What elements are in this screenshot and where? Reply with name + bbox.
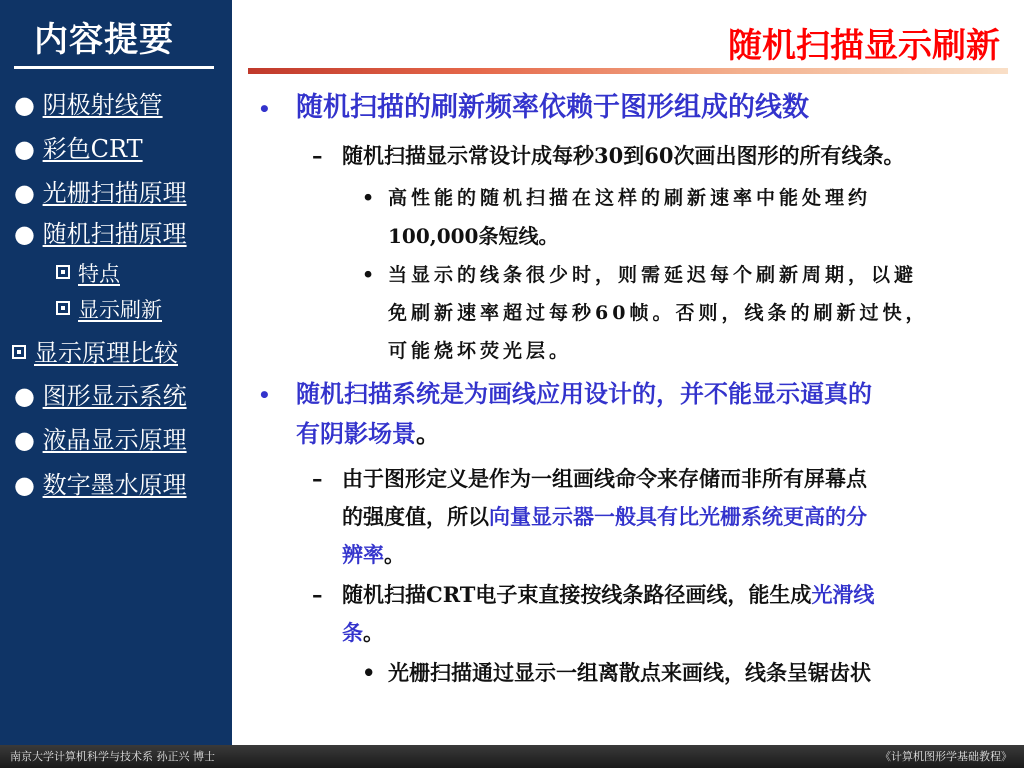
nav-subitem-features[interactable] (56, 258, 120, 288)
sidebar-title: 内容提要 (34, 20, 174, 60)
slide-title: 随机扫描显示刷新 (728, 26, 1000, 66)
bullet-text: 随机扫描显示常设计成每秒30到60次画出图形的所有线条。 (342, 143, 905, 168)
dash-bullet-icon: – (312, 466, 323, 491)
bullet-dot-icon: ● (14, 220, 35, 248)
bullet-text: 100,000条短线。 (388, 224, 559, 248)
bullet-text: 高性能的随机扫描在这样的刷新速率中能处理约 (388, 187, 872, 209)
nav-item-crt[interactable] (14, 85, 163, 120)
blue-text: 向量显示器一般具有比光栅系统更高的分 (489, 504, 867, 529)
nav-item-graphics-system[interactable] (14, 376, 187, 411)
bullet-dot-icon: • (258, 97, 271, 121)
bullet-dot-icon: • (258, 383, 271, 407)
footer-bar (0, 745, 1024, 768)
nav-item-lcd[interactable] (14, 420, 187, 455)
blue-text: 辨率 (342, 542, 384, 567)
bullet-text: 光栅扫描通过显示一组离散点来画线，线条呈锯齿状 (388, 660, 871, 685)
nav-item-random-scan[interactable] (14, 214, 187, 249)
bullet-dot-icon: ● (14, 179, 35, 207)
nav-item-label: 彩色CRT (42, 135, 143, 163)
plain-text: 的强度值，所以 (342, 504, 489, 529)
bullet-dot-icon: ● (14, 471, 35, 499)
nav-item-label: 图形显示系统 (42, 382, 187, 410)
square-bullet-icon (12, 345, 26, 359)
dash-bullet-icon: – (312, 582, 323, 607)
bullet-level1 (258, 88, 271, 129)
bullet-text: 可能烧坏荧光层。 (388, 340, 573, 362)
nav-item-label: 光栅扫描原理 (42, 179, 187, 207)
bullet-text: 随机扫描的刷新频率依赖于图形组成的线数 (296, 92, 809, 123)
bullet-dot-icon: • (362, 264, 379, 286)
bullet-text: 由于图形定义是作为一组画线命令来存储而非所有屏幕点 (342, 466, 867, 491)
nav-item-label: 显示原理比较 (34, 339, 178, 367)
bullet-dot-icon: ● (14, 426, 35, 454)
bullet-text-line (296, 414, 440, 454)
nav-item-label: 随机扫描原理 (42, 220, 187, 248)
nav-subitem-display-refresh[interactable] (56, 294, 162, 324)
nav-item-label: 显示刷新 (78, 298, 162, 322)
nav-item-digital-ink[interactable] (14, 465, 187, 500)
footer-course: 《计算机图形学基础教程》 (880, 750, 1012, 763)
nav-item-color-crt[interactable] (14, 129, 143, 164)
nav-item-raster-scan[interactable] (14, 173, 187, 208)
square-bullet-icon (56, 265, 70, 279)
blue-text: 有阴影场景 (296, 419, 416, 448)
nav-item-label: 特点 (78, 262, 120, 286)
nav-item-display-compare[interactable] (12, 333, 178, 368)
bullet-level1 (258, 374, 271, 415)
title-underline-bar (248, 68, 1008, 74)
nav-item-label: 液晶显示原理 (42, 426, 187, 454)
bullet-text-line (342, 576, 874, 614)
bullet-dot-icon: • (362, 187, 379, 209)
footer-author: 南京大学计算机科学与技术系 孙正兴 博士 (10, 750, 215, 763)
bullet-dot-icon: • (362, 660, 376, 685)
nav-item-label: 阴极射线管 (42, 91, 163, 119)
square-bullet-icon (56, 301, 70, 315)
bullet-dot-icon: ● (14, 382, 35, 410)
dash-bullet-icon: – (312, 143, 323, 168)
punctuation: 。 (363, 620, 384, 645)
bullet-text: 随机扫描系统是为画线应用设计的，并不能显示逼真的 (296, 379, 872, 408)
nav-item-label: 数字墨水原理 (42, 471, 187, 499)
bullet-dot-icon: ● (14, 91, 35, 119)
punctuation: 。 (416, 419, 440, 448)
blue-text: 条 (342, 620, 363, 645)
bullet-text-line (342, 614, 384, 652)
plain-text: 随机扫描CRT电子束直接按线条路径画线，能生成 (342, 582, 812, 607)
sidebar-divider (14, 66, 214, 69)
sidebar (0, 0, 232, 745)
bullet-text: 当显示的线条很少时，则需延迟每个刷新周期，以避 (388, 264, 918, 286)
bullet-text-line (342, 498, 867, 536)
bullet-text-line (342, 536, 405, 574)
blue-text: 光滑线 (811, 582, 875, 607)
punctuation: 。 (384, 542, 405, 567)
bullet-text: 免刷新速率超过每秒60帧。否则，线条的刷新过快， (388, 302, 929, 324)
bullet-dot-icon: ● (14, 135, 35, 163)
